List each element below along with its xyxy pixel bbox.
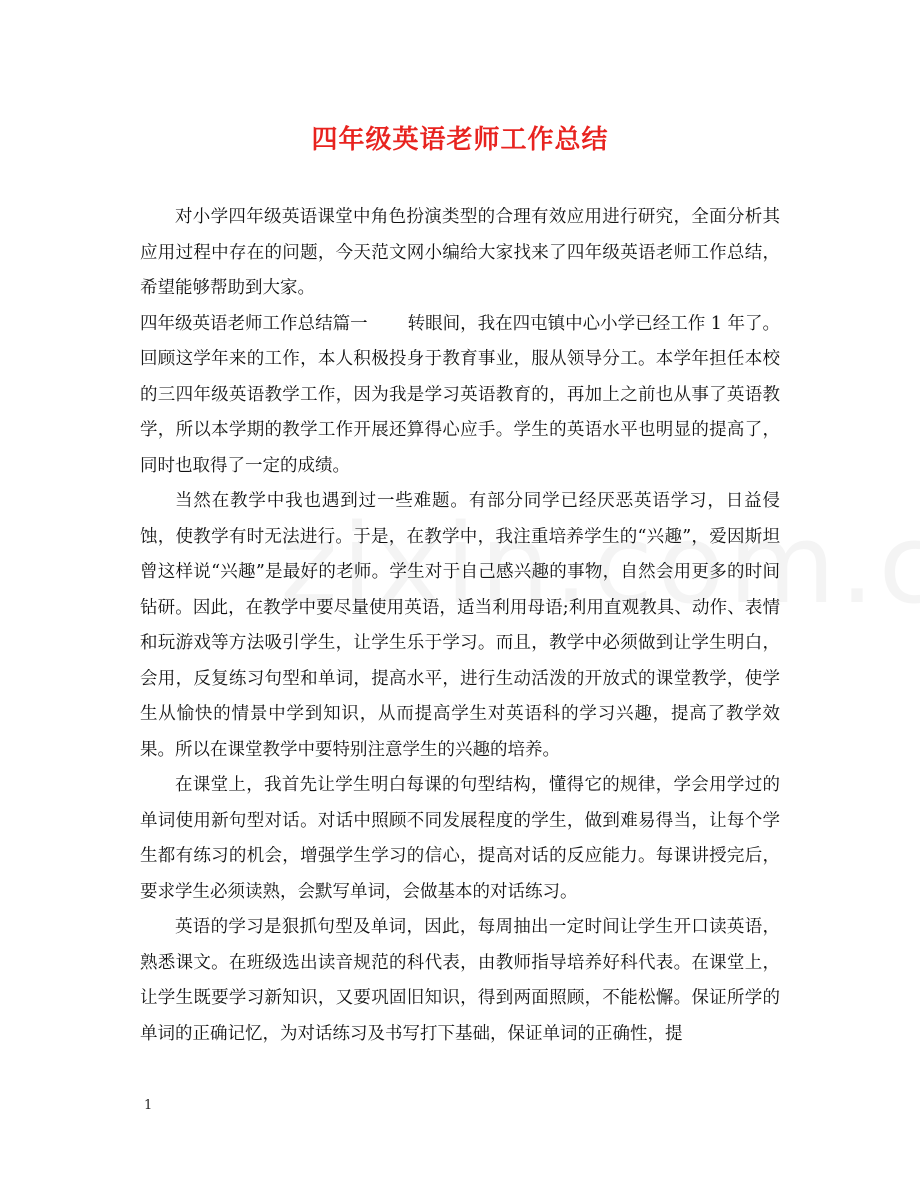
document-title: 四年级英语老师工作总结: [311, 125, 609, 155]
document-body: [140, 200, 780, 1052]
body-paragraph: 在课堂上，我首先让学生明白每课的句型结构，懂得它的规律，学会用学过的单词使用新句型对话。对话中照顾不同发展程度的学生，做到难易得当，让每个学生都有练习的机会，增强学生学习的信心，提高对话的反应能力。每课讲授完后，要求学生必须读熟，会默写单词，会做基本的对话练习。: [140, 775, 780, 902]
body-paragraph: 当然在教学中我也遇到过一些难题。有部分同学已经厌恶英语学习，日益侵蚀，使教学有时无法进行。于是，在教学中，我注重培养学生的“兴趣”，爱因斯坦曾这样说“兴趣”是最好的老师。学生对于自己感兴趣的事物，自然会用更多的时间钻研。因此，在教学中要尽量使用英语，适当利用母语;利用直观教具、动作、表情和玩游戏等方法吸引学生，让学生乐于学习。而且，教学中必须做到让学生明白，会用，反复练习句型和单词，提高水平，进行生动活泼的开放式的课堂教学，使学生从愉快的情景中学到知识，从而提高学生对英语科的学习兴趣，提高了教学效果。所以在课堂教学中要特别注意学生的兴趣的培养。: [140, 491, 780, 760]
body-paragraph: 英语的学习是狠抓句型及单词，因此，每周抽出一定时间让学生开口读英语，熟悉课文。在班级选出读音规范的科代表，由教师指导培养好科代表。在课堂上，让学生既要学习新知识，又要巩固旧知识，得到两面照顾，不能松懈。保证所学的单词的正确记忆，为对话练习及书写打下基础，保证单词的正确性，提: [140, 917, 780, 1044]
section-first-text: 转眼间，我在四屯镇中心小学已经工作 1 年了。回顾这学年来的工作，本人积极投身于教育事业，服从领导分工。本学年担任本校的三四年级英语教学工作，因为我是学习英语教育的，再加上之前也从事了英语教学，所以本学期的教学工作开展还算得心应手。学生的英语水平也明显的提高了，同时也取得了一定的成绩。: [140, 313, 780, 476]
page-number: 1: [144, 1098, 153, 1113]
section-heading: 四年级英语老师工作总结篇一: [140, 313, 368, 334]
intro-paragraph: 对小学四年级英语课堂中角色扮演类型的合理有效应用进行研究，全面分析其应用过程中存在的问题，今天范文网小编给大家找来了四年级英语老师工作总结，希望能够帮助到大家。: [140, 207, 780, 298]
section-paragraph: [140, 307, 780, 485]
